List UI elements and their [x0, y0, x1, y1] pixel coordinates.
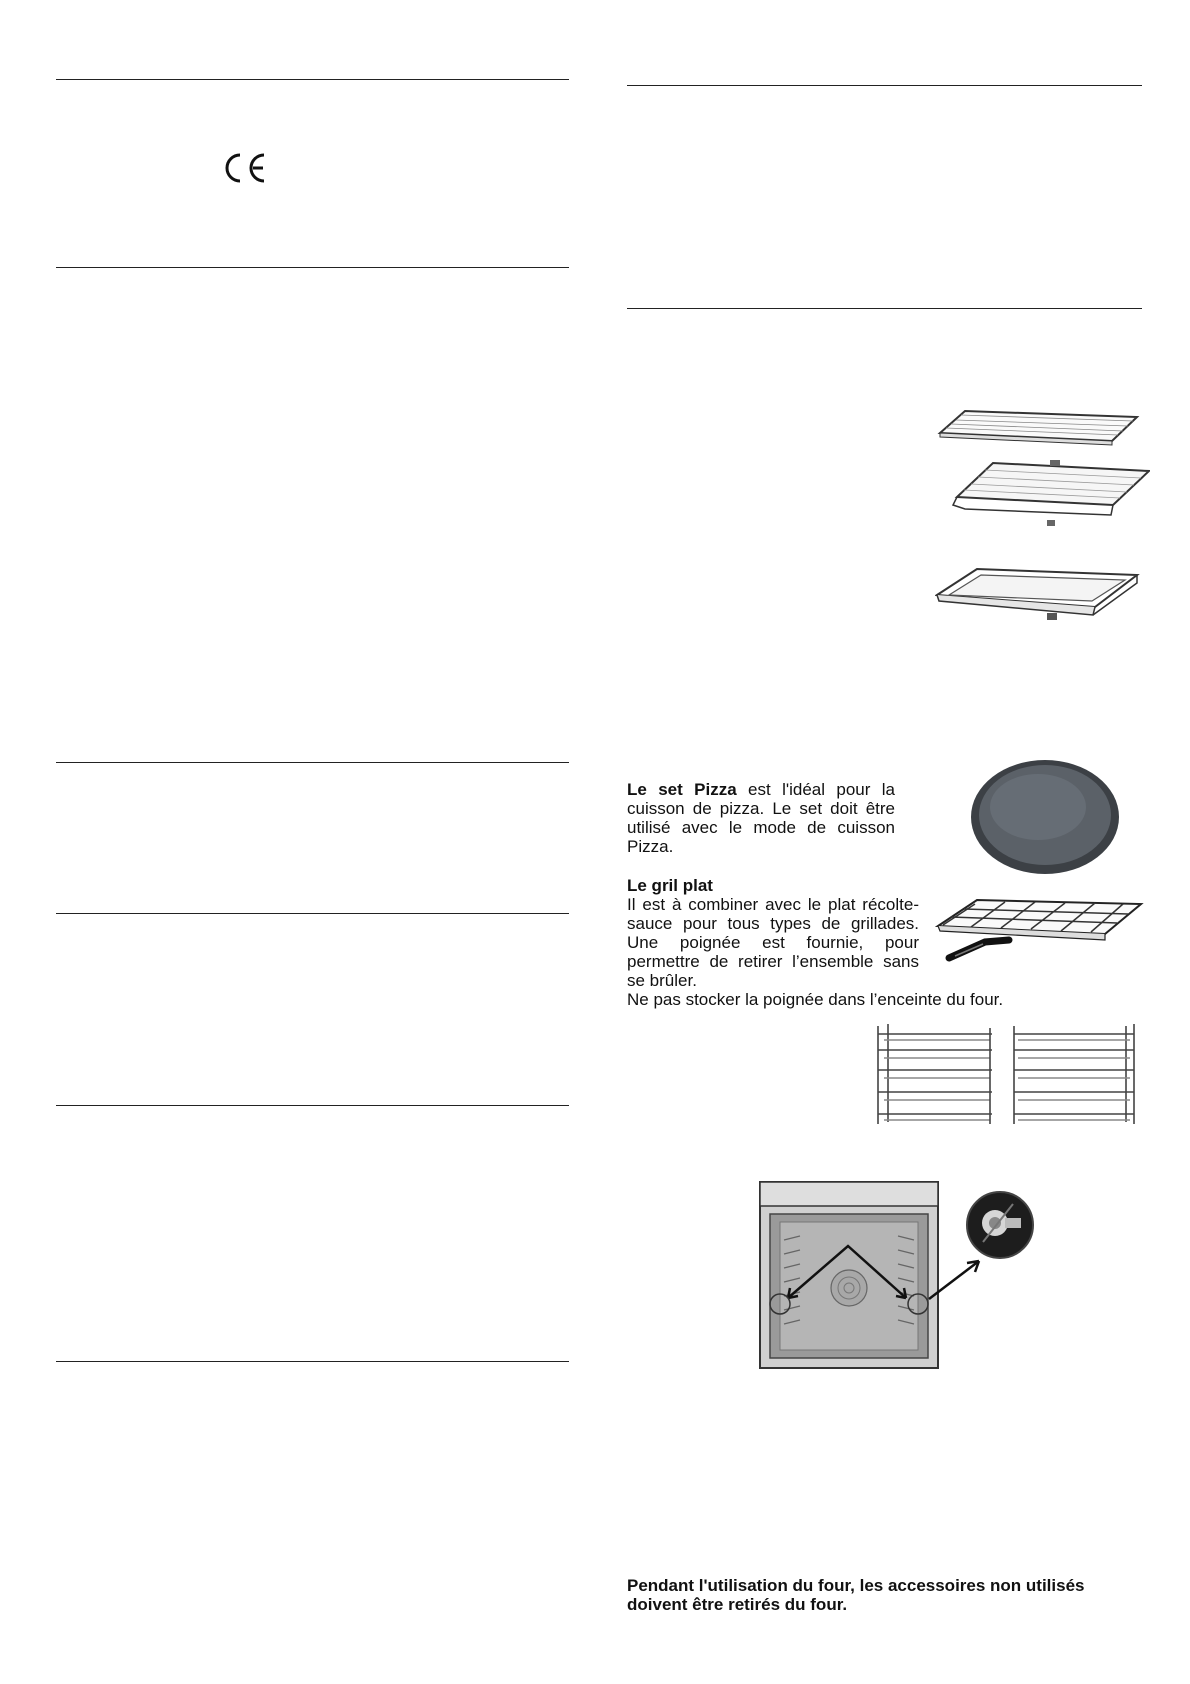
flat-grill-illustration [935, 896, 1145, 968]
section-divider-left-2 [56, 267, 569, 268]
section-divider-left-6 [56, 1361, 569, 1362]
accessories-removal-note: Pendant l'utilisation du four, les accessoires non utilisés doivent être retirés du four. [627, 1576, 1085, 1614]
wire-shelf-illustration [935, 405, 1150, 535]
detail-pointer-arrow [925, 1255, 985, 1305]
flat-grill-warning: Ne pas stocker la poignée dans l’enceinte du four. [627, 990, 1004, 1009]
section-divider-right-2 [627, 308, 1142, 309]
ce-mark-logo [222, 150, 268, 186]
section-divider-left-3 [56, 762, 569, 763]
section-divider-right-1 [627, 85, 1142, 86]
flat-grill-title: Le gril plat [627, 876, 713, 895]
side-racks-illustration [872, 1020, 1142, 1130]
flat-grill-text: Il est à combiner avec le plat récolte-sauce pour tous types de grillades. Une poignée est fournie, pour permettre de retirer l’ensemble sans se brûler. [627, 895, 919, 990]
oven-cavity-illustration [758, 1180, 940, 1370]
pizza-tray-illustration [966, 755, 1124, 875]
section-divider-left-5 [56, 1105, 569, 1106]
section-divider-left-4 [56, 913, 569, 914]
pizza-set-title: Le set Pizza [627, 780, 737, 799]
baking-tray-illustration [935, 565, 1145, 627]
pizza-set-text: est l'idéal pour la cuisson de pizza. Le set doit être utilisé avec le mode de cuisson Pizza. [627, 780, 895, 856]
pizza-set-paragraph [627, 780, 895, 856]
rack-fixing-detail [965, 1190, 1035, 1260]
section-divider-left-1 [56, 79, 569, 80]
